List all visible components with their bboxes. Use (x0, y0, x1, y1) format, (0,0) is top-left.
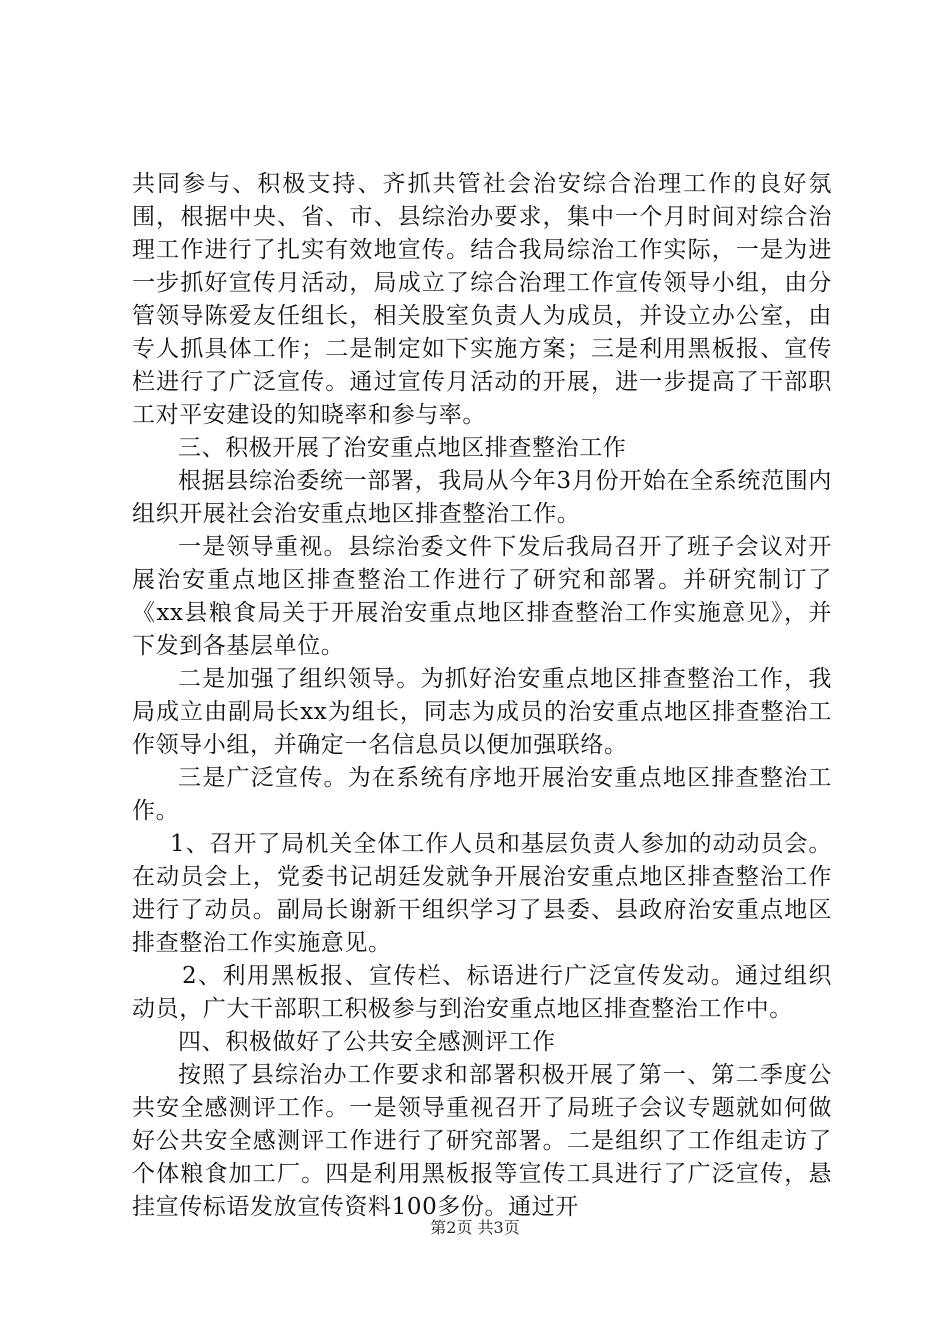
section-heading-three: 三、积极开展了治安重点地区排查整治工作 (178, 435, 627, 461)
page-number-footer: 第2页 共3页 (430, 1218, 520, 1237)
list-item: 1、召开了局机关全体工作人员和基层负责人参加的动动员会。在动员会上，党委书记胡廷发就争开展治安重点地区排查整治工作进行了动员。副局长谢新干组织学习了县委、县政府治安重点地区排查整治工作实施意见。 (132, 831, 832, 956)
paragraph: 一是领导重视。县综治委文件下发后我局召开了班子会议对开展治安重点地区排查整治工作进行了研究和部署。并研究制订了《xx县粮食局关于开展治安重点地区排查整治工作实施意见》，并下发到各基层单位。 (132, 534, 832, 659)
paragraph: 三是广泛宣传。为在系统有序地开展治安重点地区排查整治工作。 (132, 765, 832, 824)
paragraph: 根据县综治委统一部署，我局从今年3月份开始在全系统范围内组织开展社会治安重点地区排查整治工作。 (132, 468, 832, 527)
document-body (132, 168, 832, 1224)
paragraph: 二是加强了组织领导。为抓好治安重点地区排查整治工作，我局成立由副局长xx为组长，同志为成员的治安重点地区排查整治工作领导小组，并确定一名信息员以便加强联络。 (132, 666, 832, 758)
paragraph-continuation: 共同参与、积极支持、齐抓共管社会治安综合治理工作的良好氛围，根据中央、省、市、县综治办要求，集中一个月时间对综合治理工作进行了扎实有效地宣传。结合我局综治工作实际，一是为进一步抓好宣传月活动，局成立了综合治理工作宣传领导小组，由分管领导陈爱友任组长，相关股室负责人为成员，并设立办公室，由专人抓具体工作；二是制定如下实施方案；三是利用黑板报、宣传栏进行了广泛宣传。通过宣传月活动的开展，进一步提高了干部职工对平安建设的知晓率和参与率。 (132, 171, 832, 428)
list-item: 2、利用黑板报、宣传栏、标语进行广泛宣传发动。通过组织动员，广大干部职工积极参与到治安重点地区排查整治工作中。 (132, 963, 832, 1022)
paragraph: 按照了县综治办工作要求和部署积极开展了第一、第二季度公共安全感测评工作。一是领导重视召开了局班子会议专题就如何做好公共安全感测评工作进行了研究部署。二是组织了工作组走访了个体粮食加工厂。四是利用黑板报等宣传工具进行了广泛宣传，悬挂宣传标语发放宣传资料100多份。通过开 (132, 1062, 832, 1220)
section-heading-four: 四、积极做好了公共安全感测评工作 (178, 1029, 556, 1055)
